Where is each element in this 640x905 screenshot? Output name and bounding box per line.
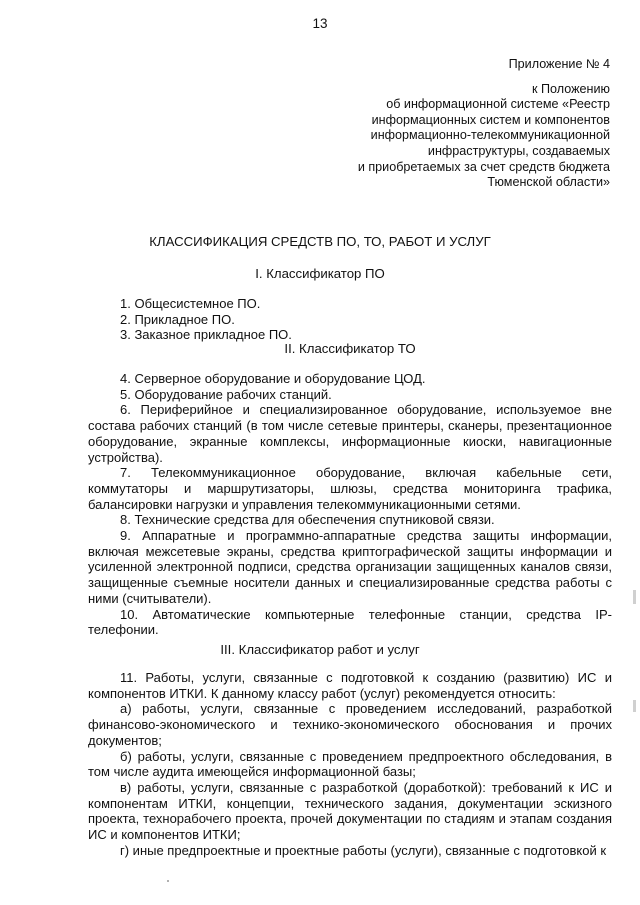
section-heading-hardware: II. Классификатор ТО	[284, 341, 416, 356]
appendix-line: и приобретаемых за счет средств бюджета	[357, 159, 610, 174]
appendix-block	[358, 57, 610, 191]
software-list	[88, 296, 612, 343]
page-number: 13	[312, 16, 328, 31]
list-item: 2. Прикладное ПО.	[120, 311, 235, 327]
appendix-title: Приложение № 4	[508, 57, 610, 71]
scan-margin-mark	[633, 700, 636, 712]
appendix-line: информационно-телекоммуникационной	[370, 128, 610, 143]
scan-margin-mark	[633, 590, 636, 604]
appendix-line: об информационной системе «Реестр	[386, 97, 610, 112]
list-item: 6. Периферийное и специализированное оборудование, используемое вне состава рабочих станций (в том числе сетевые принтеры, сканеры, презентационное оборудование, экранные комплексы, информационные киоски, навигационные устройства).	[88, 402, 612, 465]
list-item: 4. Серверное оборудование и оборудование ЦОД.	[120, 371, 426, 386]
appendix-line: Тюменской области»	[487, 175, 610, 190]
appendix-line: информационных систем и компонентов	[371, 112, 610, 127]
list-item: б) работы, услуги, связанные с проведением предпроектного обследования, в том числе аудита имеющейся информационной базы;	[88, 748, 612, 780]
list-item: 3. Заказное прикладное ПО.	[120, 327, 292, 343]
list-item: в) работы, услуги, связанные с разработкой (доработкой): требований к ИС и компонентам ИТКИ, концепции, технического задания, документации эскизного проекта, технорабочего проекта, прочей документации по стадиям и этапам создания ИС и компонентов ИТКИ;	[88, 779, 612, 843]
services-list	[88, 670, 612, 858]
main-title: КЛАССИФИКАЦИЯ СРЕДСТВ ПО, ТО, РАБОТ И УСЛУГ	[149, 234, 491, 249]
list-item: 8. Технические средства для обеспечения спутниковой связи.	[120, 512, 495, 528]
hardware-list	[88, 371, 612, 638]
list-item: 5. Оборудование рабочих станций.	[120, 386, 332, 402]
list-item: 1. Общесистемное ПО.	[120, 296, 261, 311]
section-heading-services: III. Классификатор работ и услуг	[220, 642, 420, 657]
section-heading-software: I. Классификатор ПО	[255, 266, 385, 281]
list-item: а) работы, услуги, связанные с проведением исследований, разработкой финансово-экономического и технико-экономического обоснования и прочих документов;	[88, 701, 612, 748]
list-item: 9. Аппаратные и программно-аппаратные средства защиты информации, включая межсетевые экраны, средства криптографической защиты информации и усиленной электронной подписи, средства организации защищенных каналов связи, защищенные съемные носители данных и специализированные средства работы с ними (считыватели).	[88, 528, 612, 606]
list-item: г) иные предпроектные и проектные работы (услуги), связанные с подготовкой к	[120, 842, 607, 858]
appendix-line: инфраструктуры, создаваемых	[427, 143, 610, 158]
list-item: 10. Автоматические компьютерные телефонные станции, средства IP-телефонии.	[88, 606, 612, 638]
appendix-line: к Положению	[531, 81, 610, 96]
scan-artifact-dot	[167, 880, 169, 882]
list-item: 7. Телекоммуникационное оборудование, включая кабельные сети, коммутаторы и маршрутизаторы, шлюзы, средства мониторинга трафика, балансировки нагрузки и управления телекоммуникационными сетями.	[88, 465, 612, 512]
list-item: 11. Работы, услуги, связанные с подготовкой к созданию (развитию) ИС и компонентов ИТКИ. К данному классу работ (услуг) рекомендуется относить:	[88, 670, 612, 701]
